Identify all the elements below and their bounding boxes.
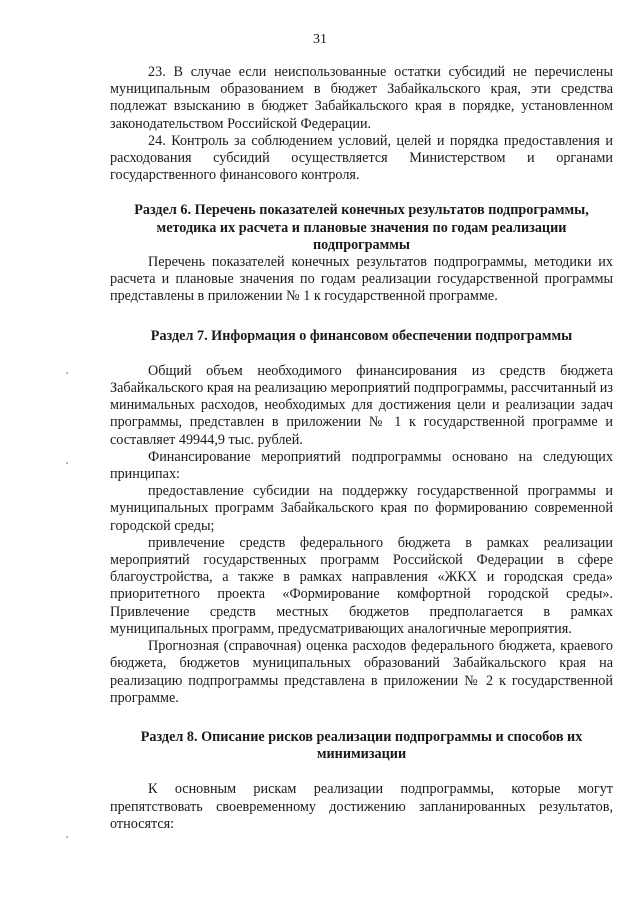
scan-mark bbox=[66, 372, 68, 374]
spacer bbox=[110, 306, 613, 328]
page-number: 31 bbox=[313, 32, 327, 47]
section-7-heading: Раздел 7. Информация о финансовом обеспечении подпрограммы bbox=[150, 327, 573, 344]
section-6-heading: Раздел 6. Перечень показателей конечных результатов подпрограммы, методика их расчета и плановые значения по годам реализации подпрограммы bbox=[134, 202, 589, 253]
scan-mark bbox=[66, 462, 68, 464]
spacer bbox=[110, 763, 613, 781]
paragraph-item-23: 23. В случае если неиспользованные остатки субсидий не перечислены муниципальным образованием в бюджет Забайкальского края, эти средства подлежат взысканию в бюджет Забайкальского края в порядке, установленном законодательством Российской Федерации. bbox=[110, 64, 613, 132]
section-7-paragraph-funding-total: Общий объем необходимого финансирования из средств бюджета Забайкальского края на реализацию мероприятий подпрограммы, рассчитанный из минимальных расходов, необходимых для достижения цели и реализации задач программы, представлен в приложении № 1 к государственной программе и составляет 49944,9 тыс. рублей. bbox=[110, 362, 613, 448]
paragraph-item-24: 24. Контроль за соблюдением условий, целей и порядка предоставления и расходования субсидий осуществляется Министерством и органами государственного финансового контроля. bbox=[110, 132, 613, 184]
spacer bbox=[110, 707, 613, 729]
spacer bbox=[110, 345, 613, 363]
section-8-heading: Раздел 8. Описание рисков реализации подпрограммы и способов их минимизации bbox=[140, 728, 583, 763]
section-7-paragraph-federal-funds: привлечение средств федерального бюджета в рамках реализации мероприятий государственных программ Российской Федерации в сфере благоустройства, а также в рамках направления «ЖКХ и городская среда» приоритетного проекта «Формирование комфортной городской среды». Привлечение средств местных бюджетов предполагается в рамках муниципальных программ, предусматривающих аналогичные мероприятия. bbox=[110, 534, 613, 637]
scan-mark bbox=[66, 836, 68, 838]
section-7-paragraph-principles: Финансирование мероприятий подпрограммы основано на следующих принципах: bbox=[110, 448, 613, 483]
section-7-paragraph-forecast: Прогнозная (справочная) оценка расходов федерального бюджета, краевого бюджета, бюджетов муниципальных образований Забайкальского края на реализацию подпрограммы представлена в приложении № 2 к государственной программе. bbox=[110, 638, 613, 706]
section-8-paragraph: К основным рискам реализации подпрограммы, которые могут препятствовать своевременному достижению запланированных результатов, относятся: bbox=[110, 781, 613, 832]
section-7-paragraph-subsidies: предоставление субсидии на поддержку государственной программы и муниципальных программ Забайкальского края по формированию современной городской среды; bbox=[110, 483, 613, 534]
section-6-paragraph: Перечень показателей конечных результатов подпрограммы, методики их расчета и плановые значения по годам реализации государственной программы представлены в приложении № 1 к государственной программе. bbox=[110, 254, 613, 305]
document-body bbox=[110, 64, 613, 833]
spacer bbox=[110, 184, 613, 202]
